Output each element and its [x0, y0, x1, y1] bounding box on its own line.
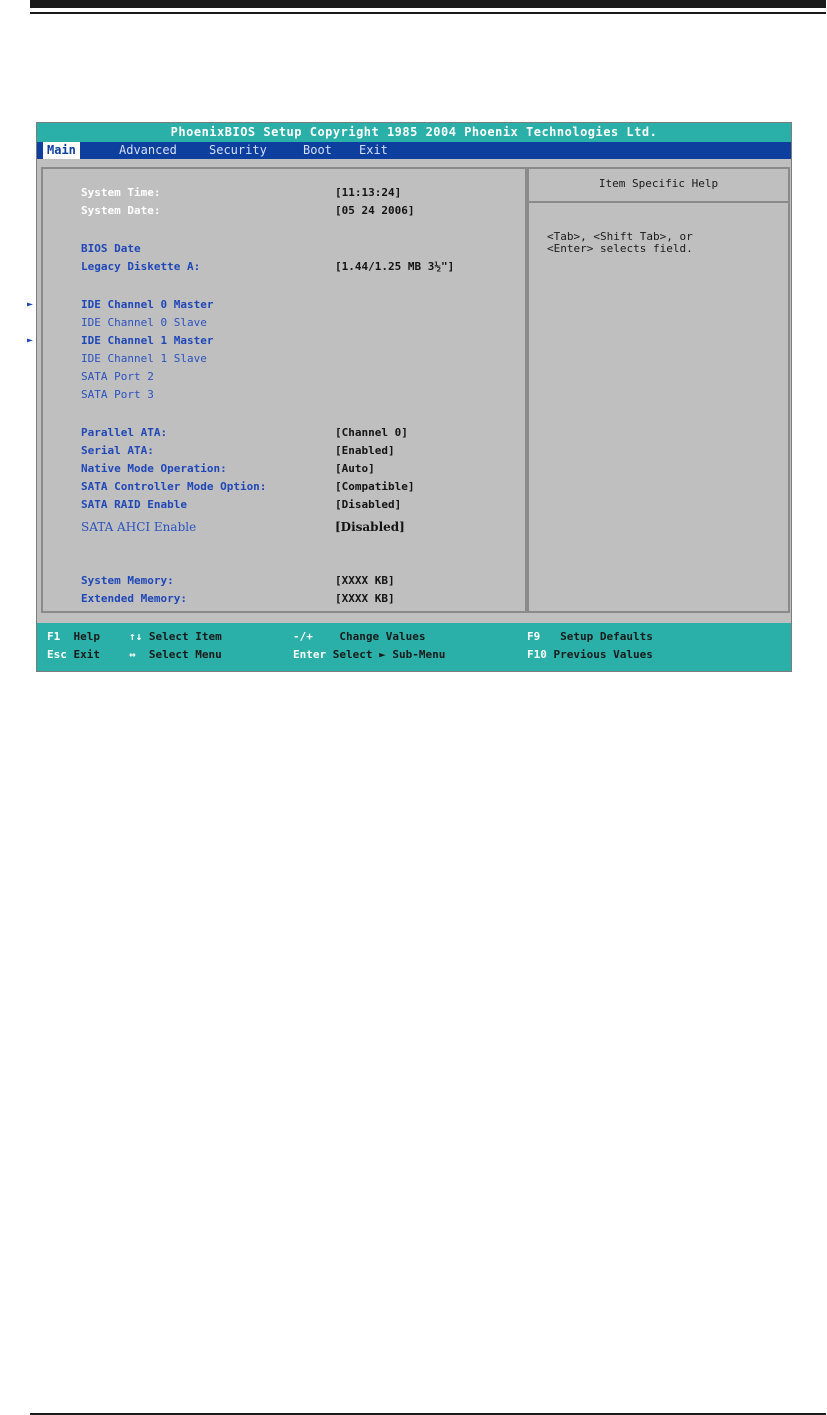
key-f9-setup-defaults: F9 Setup Defaults	[527, 630, 653, 643]
setting-label: System Memory:	[81, 574, 174, 587]
menu-boot[interactable]: Boot	[303, 143, 332, 157]
setting-label: SATA RAID Enable	[81, 498, 187, 511]
help-panel	[527, 167, 790, 613]
setting-value[interactable]: [Compatible]	[335, 480, 415, 493]
setting-value[interactable]: [Channel 0]	[335, 426, 408, 439]
setting-sata-ahci-enable[interactable]	[43, 519, 523, 535]
help-title: Item Specific Help	[529, 169, 788, 203]
key-enter-submenu: Enter Select ► Sub-Menu	[293, 648, 446, 661]
setting-system-memory	[43, 573, 523, 589]
setting-label: System Date:	[81, 204, 161, 217]
key-select-menu: ↔ Select Menu	[129, 648, 222, 661]
setting-label: BIOS Date	[81, 242, 141, 255]
submenu-arrow-icon: ►	[27, 335, 34, 346]
setting-value: [XXXX KB]	[335, 574, 395, 587]
setting-serial-ata[interactable]	[43, 443, 523, 459]
menu-exit[interactable]: Exit	[359, 143, 388, 157]
setting-label: IDE Channel 1 Master	[81, 334, 214, 347]
key-select-item: ↑↓ Select Item	[129, 630, 222, 643]
setting-legacy-diskette[interactable]	[43, 259, 523, 275]
setting-label: Extended Memory:	[81, 592, 187, 605]
setting-value[interactable]: [Disabled]	[335, 520, 405, 534]
top-rule-thick	[30, 0, 826, 8]
key-esc-exit: Esc Exit	[47, 648, 100, 661]
submenu-sata-port-3[interactable]	[43, 387, 523, 403]
submenu-arrow-icon: ►	[27, 299, 34, 310]
key-f10-previous-values: F10 Previous Values	[527, 648, 653, 661]
submenu-ide-channel-1-slave[interactable]	[43, 351, 523, 367]
key-f1-help: F1 Help	[47, 630, 100, 643]
setting-sata-raid-enable[interactable]	[43, 497, 523, 513]
key-legend	[37, 623, 791, 671]
setting-label: IDE Channel 0 Slave	[81, 316, 207, 329]
menu-main[interactable]: Main	[43, 142, 80, 159]
top-rule-thin	[30, 12, 826, 14]
setting-bios-date	[43, 241, 523, 257]
key-change-values: -/+ Change Values	[293, 630, 426, 643]
setting-value[interactable]: [Enabled]	[335, 444, 395, 457]
setting-label: Parallel ATA:	[81, 426, 168, 439]
setting-label: SATA Controller Mode Option:	[81, 480, 267, 493]
setting-label: SATA Port 2	[81, 370, 154, 383]
setting-sata-controller-mode[interactable]	[43, 479, 523, 495]
help-text: <Tab>, <Shift Tab>, or <Enter> selects field.	[547, 230, 693, 255]
setting-label: SATA Port 3	[81, 388, 154, 401]
setting-label: IDE Channel 0 Master	[81, 298, 214, 311]
setting-label: System Time:	[81, 186, 161, 199]
setting-value[interactable]: [05 24 2006]	[335, 204, 415, 217]
submenu-sata-port-2[interactable]	[43, 369, 523, 385]
settings-panel	[27, 167, 527, 613]
setting-value[interactable]: [Auto]	[335, 462, 375, 475]
menu-advanced[interactable]: Advanced	[119, 143, 177, 157]
setting-system-date[interactable]	[43, 203, 523, 219]
setting-value: [XXXX KB]	[335, 592, 395, 605]
setting-value[interactable]: [1.44/1.25 MB 3½"]	[335, 260, 455, 273]
submenu-ide-channel-0-master[interactable]	[27, 297, 523, 313]
bios-title: PhoenixBIOS Setup Copyright 1985 2004 Phoenix Technologies Ltd.	[37, 123, 791, 142]
setting-value[interactable]: [11:13:24]	[335, 186, 402, 199]
setting-value[interactable]: [Disabled]	[335, 498, 402, 511]
setting-label: Native Mode Operation:	[81, 462, 227, 475]
setting-native-mode-operation[interactable]	[43, 461, 523, 477]
setting-label: IDE Channel 1 Slave	[81, 352, 207, 365]
setting-label: SATA AHCI Enable	[81, 520, 197, 534]
setting-parallel-ata[interactable]	[43, 425, 523, 441]
submenu-ide-channel-1-master[interactable]	[27, 333, 523, 349]
setting-label: Legacy Diskette A:	[81, 260, 201, 273]
menu-security[interactable]: Security	[209, 143, 267, 157]
bios-screen	[27, 122, 792, 672]
bios-menubar	[37, 142, 791, 159]
setting-extended-memory	[43, 591, 523, 607]
setting-system-time[interactable]	[43, 185, 523, 201]
submenu-ide-channel-0-slave[interactable]	[43, 315, 523, 331]
setting-label: Serial ATA:	[81, 444, 154, 457]
